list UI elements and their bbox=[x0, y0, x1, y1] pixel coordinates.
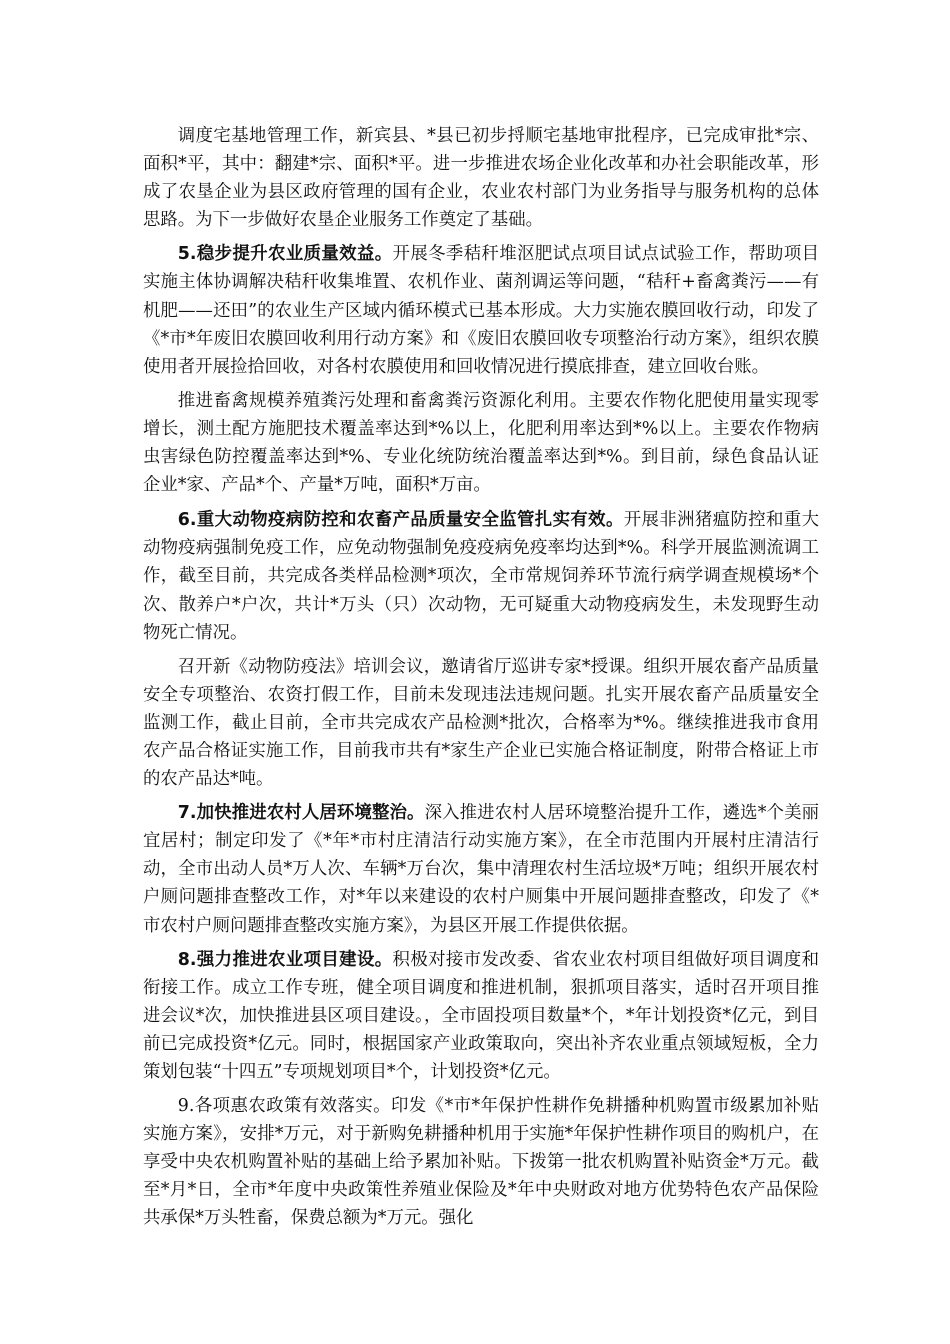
paragraph-text: 开展冬季秸秆堆沤肥试点项目试点试验工作，帮助项目实施主体协调解决秸秆收集堆置、农机作业、菌剂调运等问题，“秸秆+畜禽粪污——有机肥——还田”的农业生产区域内循环模式已基本形成。大力实施农膜回收行动，印发了《*市*年废旧农膜回收利用行动方案》和《废旧农膜回收专项整治行动方案》，组织农膜使用者开展捡拾回收，对各村农膜使用和回收情况进行摸底排查，建立回收台账。 bbox=[143, 244, 819, 377]
paragraph-homestead bbox=[143, 122, 819, 234]
paragraph-text: 开展非洲猪瘟防控和重大动物疫病强制免疫工作，应免动物强制免疫疫病免疫率均达到*%。科学开展监测流调工作，截至目前，共完成各类样品检测*项次，全市常规饲养环节流行病学调查规模场*个次、散养户*户次，共计*万头（只）次动物，无可疑重大动物疫病发生，未发现野生动物死亡情况。 bbox=[143, 510, 819, 643]
paragraph-section-6 bbox=[143, 506, 819, 646]
paragraph-text: 9.各项惠农政策有效落实。印发《*市*年保护性耕作免耕播种机购置市级累加补贴实施方案》，安排*万元，对于新购免耕播种机用于实施*年保护性耕作项目的购机户，在享受中央农机购置补贴的基础上给予累加补贴。下拨第一批农机购置补贴资金*万元。截至*月*日，全市*年度中央政策性养殖业保险及*年中央财政对地方优势特色农产品保险共承保*万头牲畜，保费总额为*万元。强化 bbox=[143, 1096, 819, 1229]
paragraph-section-8 bbox=[143, 946, 819, 1086]
paragraph-animal-epidemic-law bbox=[143, 653, 819, 793]
section-heading: 6.重大动物疫病防控和农畜产品质量安全监管扎实有效。 bbox=[177, 510, 624, 531]
paragraph-text: 推进畜禽规模养殖粪污处理和畜禽粪污资源化利用。主要农作物化肥使用量实现零增长，测土配方施肥技术覆盖率达到*%以上，化肥利用率达到*%以上。主要农作物病虫害绿色防控覆盖率达到*%、专业化统防统治覆盖率达到*%。到目前，绿色食品认证企业*家、产品*个、产量*万吨，面积*万亩。 bbox=[143, 390, 819, 496]
paragraph-text: 深入推进农村人居环境整治提升工作，遴选*个美丽宜居村；制定印发了《*年*市村庄清洁行动实施方案》，在全市范围内开展村庄清洁行动，全市出动人员*万人次、车辆*万台次，集中清理农村生活垃圾*万吨；组织开展农村户厕问题排查整改工作，对*年以来建设的农村户厕集中开展问题排查整改，印发了《*市农村户厕问题排查整改实施方案》，为县区开展工作提供依据。 bbox=[143, 803, 819, 936]
section-heading: 8.强力推进农业项目建设。 bbox=[177, 949, 393, 970]
paragraph-section-9 bbox=[143, 1092, 819, 1232]
paragraph-section-5 bbox=[143, 240, 819, 380]
section-heading: 5.稳步提升农业质量效益。 bbox=[177, 244, 393, 265]
paragraph-section-7 bbox=[143, 799, 819, 939]
document-page bbox=[143, 122, 819, 1233]
paragraph-text: 调度宅基地管理工作，新宾县、*县已初步捋顺宅基地审批程序，已完成审批*宗、面积*平，其中：翻建*宗、面积*平。进一步推进农场企业化改革和办社会职能改革，形成了农垦企业为县区政府管理的国有企业，农业农村部门为业务指导与服务机构的总体思路。为下一步做好农垦企业服务工作奠定了基础。 bbox=[143, 126, 819, 231]
paragraph-text: 积极对接市发改委、省农业农村项目组做好项目调度和衔接工作。成立工作专班，健全项目调度和推进机制，狠抓项目落实，适时召开项目推进会议*次，加快推进县区项目建设。，全市固投项目数量*个，*年计划投资*亿元，到目前已完成投资*亿元。同时，根据国家产业政策取向，突出补齐农业重点领域短板，全力策划包装“十四五”专项规划项目*个，计划投资*亿元。 bbox=[143, 949, 819, 1082]
section-heading: 7.加快推进农村人居环境整治。 bbox=[177, 803, 425, 824]
paragraph-text: 召开新《动物防疫法》培训会议，邀请省厅巡讲专家*授课。组织开展农畜产品质量安全专项整治、农资打假工作，目前未发现违法违规问题。扎实开展农畜产品质量安全监测工作，截止目前，全市共完成农产品检测*批次，合格率为*%。继续推进我市食用农产品合格证实施工作，目前我市共有*家生产企业已实施合格证制度，附带合格证上市的农产品达*吨。 bbox=[143, 656, 819, 790]
paragraph-livestock-manure bbox=[143, 387, 819, 499]
